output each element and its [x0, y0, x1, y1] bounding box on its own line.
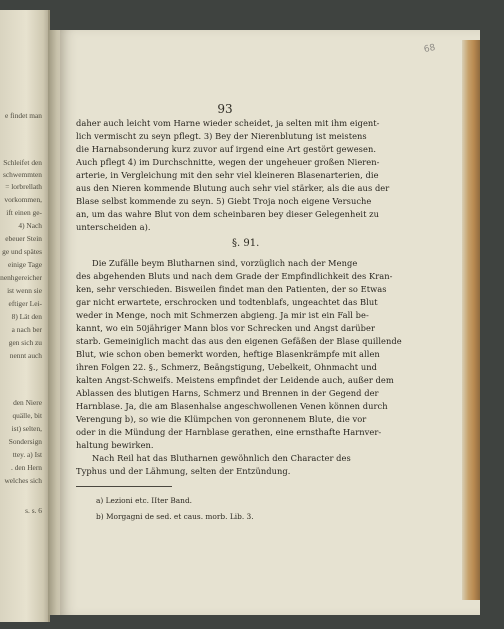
body-line: Verengung b), so wie die Klümpchen von geronnenem Blute, die vor: [76, 414, 367, 424]
body-line: Auch pflegt 4) im Durchschnitte, wegen der ungeheuer großen Nieren-: [76, 157, 380, 167]
left-page-line: nennt auch: [9, 351, 42, 360]
body-line: Ablassen des blutigen Harns, Schmerz und Brennen in der Gegend der: [76, 388, 379, 398]
footnote-rule: [76, 486, 172, 487]
body-line: gar nicht erwartete, erschrocken und todtenblafs, ungeachtet das Blut: [76, 297, 378, 307]
left-page-line: welches sich: [4, 476, 42, 485]
left-page-line: ge und spätes: [2, 247, 42, 256]
left-page-fragment: [0, 10, 50, 622]
page-edge: [462, 40, 480, 600]
left-page-line: ttey. a) Ist: [12, 450, 42, 459]
body-line: weder in Menge, noch mit Schmerzen abgieng. Ja mir ist ein Fall be-: [76, 310, 369, 320]
left-page-line: gen sich zu: [8, 338, 42, 347]
footnote: b) Morgagni de sed. et caus. morb. Lib. 3.: [96, 512, 254, 521]
body-line: Nach Reil hat das Blutharnen gewöhnlich den Character des: [92, 453, 351, 463]
left-page-line: schwemmten: [3, 170, 42, 179]
body-line: kalten Angst-Schweifs. Meistens empfindet der Leidende auch, außer dem: [76, 375, 394, 385]
body-line: daher auch leicht vom Harne wieder scheidet, ja selten mit ihm eigent-: [76, 118, 380, 128]
left-page-line: einige Tage: [7, 260, 42, 269]
body-line: Blase selbst kommende zu seyn. 5) Giebt Troja noch eigene Versuche: [76, 196, 372, 206]
body-line: kannt, wo ein 50jähriger Mann blos vor Schrecken und Angst darüber: [76, 323, 376, 333]
left-page-line: quälle, bit: [12, 411, 42, 420]
left-page-line: ist wenn sie: [7, 286, 42, 295]
left-page-line: = lorbrellath: [5, 182, 42, 191]
left-page-line: a nach ber: [11, 325, 42, 334]
page-number: 93: [217, 102, 233, 116]
body-line: haltung bewirken.: [76, 440, 154, 450]
body-line: starb. Gemeiniglich macht das aus den eigenen Gefäßen der Blase quillende: [76, 336, 402, 346]
left-page-line: 8) Lät den: [11, 312, 42, 321]
body-line: aus den Nieren kommende Blutung auch sehr viel stärker, als die aus der: [76, 183, 390, 193]
left-page-line: vorkommen,: [4, 195, 42, 204]
pencil-note: 68: [423, 42, 437, 56]
body-line: Blut, wie schon oben bemerkt worden, heftige Blasenkrämpfe mit allen: [76, 349, 380, 359]
left-page-line: ift einen ge-: [6, 208, 42, 217]
left-page-line: ist) selten,: [11, 424, 42, 433]
body-line: oder in die Mündung der Harnblase gerathen, eine ernsthafte Harnver-: [76, 427, 382, 437]
left-page-line: den Niere: [13, 398, 42, 407]
body-line: Harnblase. Ja, die am Blasenhalse angeschwollenen Venen können durch: [76, 401, 388, 411]
body-line: Typhus und der Lähmung, selten der Entzündung.: [76, 466, 291, 476]
left-page-line: nenhgereicher: [0, 273, 42, 282]
body-line: lich vermischt zu seyn pflegt. 3) Bey der Nierenblutung ist meistens: [76, 131, 367, 141]
body-line: ken, sehr verschieden. Bisweilen findet man den Patienten, der so Etwas: [76, 284, 387, 294]
body-line: an, um das wahre Blut von dem scheinbaren bey dieser Gelegenheit zu: [76, 209, 379, 219]
section-heading: §. 91.: [232, 238, 260, 249]
left-page-line: 4) Nach: [18, 221, 42, 230]
body-line: arterie, in Vergleichung mit den sehr viel kleineren Blasenarterien, die: [76, 170, 379, 180]
body-line: Die Zufälle beym Blutharnen sind, vorzüglich nach der Menge: [92, 258, 358, 268]
left-page-line: s. s. 6: [25, 506, 42, 515]
body-line: ihren Folgen 22. §., Schmerz, Beängstigung, Uebelkeit, Ohnmacht und: [76, 362, 377, 372]
left-page-line: Sondersign: [8, 437, 42, 446]
left-page-line: e findet man: [5, 111, 42, 120]
left-page-line: . den Hern: [11, 463, 42, 472]
body-line: des abgehenden Bluts und nach dem Grade der Empfindlichkeit des Kran-: [76, 271, 393, 281]
body-line: unterscheiden a).: [76, 222, 151, 232]
body-line: die Harnabsonderung kurz zuvor auf irgend eine Art gestört gewesen.: [76, 144, 377, 154]
left-page-line: ebeuer Stein: [5, 234, 42, 243]
left-page-line: Schleifet den: [3, 158, 42, 167]
footnote: a) Lezioni etc. IIter Band.: [96, 496, 193, 505]
left-page-line: eftiger Lei-: [8, 299, 42, 308]
